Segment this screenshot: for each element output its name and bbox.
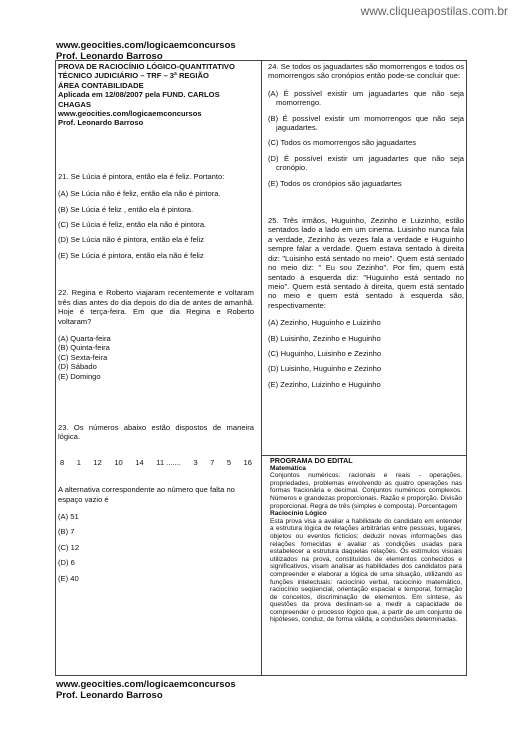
intro-line: PROVA DE RACIOCÍNIO LÓGICO-QUANTITATIVO: [58, 62, 235, 71]
page-footer: [56, 679, 236, 701]
sequence-number: 16: [243, 457, 252, 467]
intro-line: www.geocities.com/logicaemconcursos: [58, 109, 202, 119]
option-d: (D) Se Lúcia não é pintora, então ela é feliz: [58, 235, 205, 245]
edital-text-matematica: Conjuntos numéricos: racionais e reais - operações, propriedades, problemas envolvendo as quatro operações nas formas fracionária e decimal. Conjuntos numéricos complexos. Números e grandezas proporcionais. Razão e proporção. Divisão proporcional. Regra de três (simples e composta). Porcentagem: [270, 472, 462, 510]
intro-line: TÉCNICO JUDICIÁRIO – TRF – 3ª REGIÃO: [58, 71, 209, 81]
question-23: [58, 423, 254, 583]
footer-url: www.geocities.com/logicaemconcursos: [56, 679, 236, 690]
option-e: (E) Domingo: [58, 371, 101, 381]
question-21: [58, 172, 254, 260]
question-stem: 24. Se todos os jaguadartes são momorrengos e todos os momorrengos são cronópios então pode-se concluir que:: [268, 62, 464, 81]
option-a: (A) Se Lúcia não é feliz, então ela não é pintora.: [58, 189, 221, 199]
sequence-number: 10: [114, 457, 123, 467]
option-c: (C) Se Lúcia é feliz, então ela não é pintora.: [58, 220, 207, 230]
page-header: [56, 40, 236, 62]
option-b: (B) Se Lúcia é feliz , então ela é pintora.: [58, 204, 194, 214]
option-b: (B) Quinta-feira: [58, 343, 110, 353]
option-e: (E) Zezinho, Luizinho e Huguinho: [268, 379, 381, 389]
option-b: (B) É possível existir um momorrengos que não seja jaguadartes.: [268, 113, 464, 133]
sequence-number: 12: [93, 457, 102, 467]
option-c: (C) Todos os momorrengos são jaguadartes: [268, 138, 417, 148]
option-c: (C) Huguinho, Luisinho e Zezinho: [268, 348, 382, 358]
option-b: (B) Luisinho, Zezinho e Huguinho: [268, 333, 381, 343]
number-sequence: [58, 458, 254, 467]
option-d: (D) É possível existir um jaguadartes que não seja cronópio.: [268, 153, 464, 173]
option-a: (A) Zezinho, Huguinho e Luizinho: [268, 318, 381, 328]
intro-line: ÁREA CONTABILIDADE: [58, 80, 144, 90]
option-c: (C) 12: [58, 542, 80, 552]
header-author: Prof. Leonardo Barroso: [56, 51, 163, 62]
option-a: (A) É possível existir um jaguadartes que não seja momorrengo.: [268, 88, 464, 108]
header-url: www.geocities.com/logicaemconcursos: [56, 40, 236, 51]
edital-section: [270, 457, 462, 624]
intro-line: Prof. Leonardo Barroso: [58, 118, 144, 128]
edital-subtitle-matematica: Matemática: [270, 464, 306, 472]
option-d: (D) Sábado: [58, 362, 97, 372]
option-a: (A) Quarta-feira: [58, 333, 111, 343]
question-stem: 21. Se Lúcia é pintora, então ela é feliz. Portanto:: [58, 171, 225, 181]
question-24: [268, 62, 464, 188]
sequence-number: 11 .......: [156, 457, 181, 467]
option-d: (D) Luisinho, Huguinho e Zezinho: [268, 364, 382, 374]
option-d: (D) 6: [58, 558, 75, 568]
intro-line: Aplicada em 12/08/2007 pela FUND. CARLOS CHAGAS: [58, 90, 220, 109]
question-stem: 23. Os números abaixo estão dispostos de maneira lógica.: [58, 422, 254, 442]
edital-subtitle-raciocinio: Raciocínio Lógico: [270, 510, 327, 518]
option-c: (C) Sexta-feira: [58, 352, 108, 362]
question-25: [268, 216, 464, 389]
right-column: [268, 62, 464, 395]
option-e: (E) Se Lúcia é pintora, então ela não é feliz: [58, 250, 204, 260]
exam-intro: [58, 62, 254, 128]
question-prompt: A alternativa correspondente ao número que falta no espaço vazio é: [58, 485, 235, 504]
watermark: www.cliqueapostilas.com.br: [360, 4, 508, 18]
question-stem: 22. Regina e Roberto viajaram recentemente e voltaram três dias antes do dia depois do dia de antes de amanhã. Hoje é terça-feira. Em que dia Regina e Roberto voltaram?: [58, 288, 254, 326]
option-b: (B) 7: [58, 527, 75, 537]
edital-title: PROGRAMA DO EDITAL: [270, 456, 353, 465]
left-column: [58, 62, 254, 589]
question-22: [58, 288, 254, 381]
sequence-number: 8: [60, 457, 65, 467]
sequence-number: 1: [76, 457, 81, 467]
option-e: (E) Todos os cronópios são jaguadartes: [268, 178, 402, 188]
edital-text-raciocinio: Esta prova visa a avaliar a habilidade do candidato em entender a estrutura lógica de relações arbitrárias entre pessoas, lugares, objetos ou eventos fictícios; deduzir novas informações das relações fornecidas e avaliar as condições usadas para estabelecer a estrutura daquelas relações. Os estímulos visuais utilizados na prova, constituídos de elementos conhecidos e significativos, visam analisar as habilidades dos candidatos para compreender e elaborar a lógica de uma situação, utilizando as funções intelectuais: raciocínio verbal, raciocínio matemático, raciocínio seqüencial, orientação espacial e temporal, formação de conceitos, discriminação de elementos. Em síntese, as questões da prova destinam-se a medir a capacidade de compreender o processo lógico que, a partir de um conjunto de hipóteses, conduz, de forma válida, a conclusões determinadas.: [270, 517, 462, 624]
sequence-number: 5: [226, 457, 232, 467]
option-a: (A) 51: [58, 511, 79, 521]
sequence-number: 7: [210, 457, 215, 467]
footer-author: Prof. Leonardo Barroso: [56, 690, 163, 701]
option-e: (E) 40: [58, 573, 79, 583]
sequence-number: 14: [135, 457, 144, 467]
question-stem: 25. Três irmãos, Huguinho, Zezinho e Luizinho, estão sentados lado a lado em um cinema. Luisinho nunca fala a verdade, Zezinho às vezes fala a verdade e Huguinho sempre falar a verdade. Quem estava sentado à direita diz: "Luisinho está sentado no meio". Quem está sentado no meio diz: " Eu sou Zezinho". Por fim, quem está sentado à esquerda diz: "Huguinho está sentado no meio". Quem está sentado à direita, quem está sentado no meio e quem está sentado à esquerda são, respectivamente:: [268, 216, 464, 310]
sequence-number: 3: [193, 457, 198, 467]
